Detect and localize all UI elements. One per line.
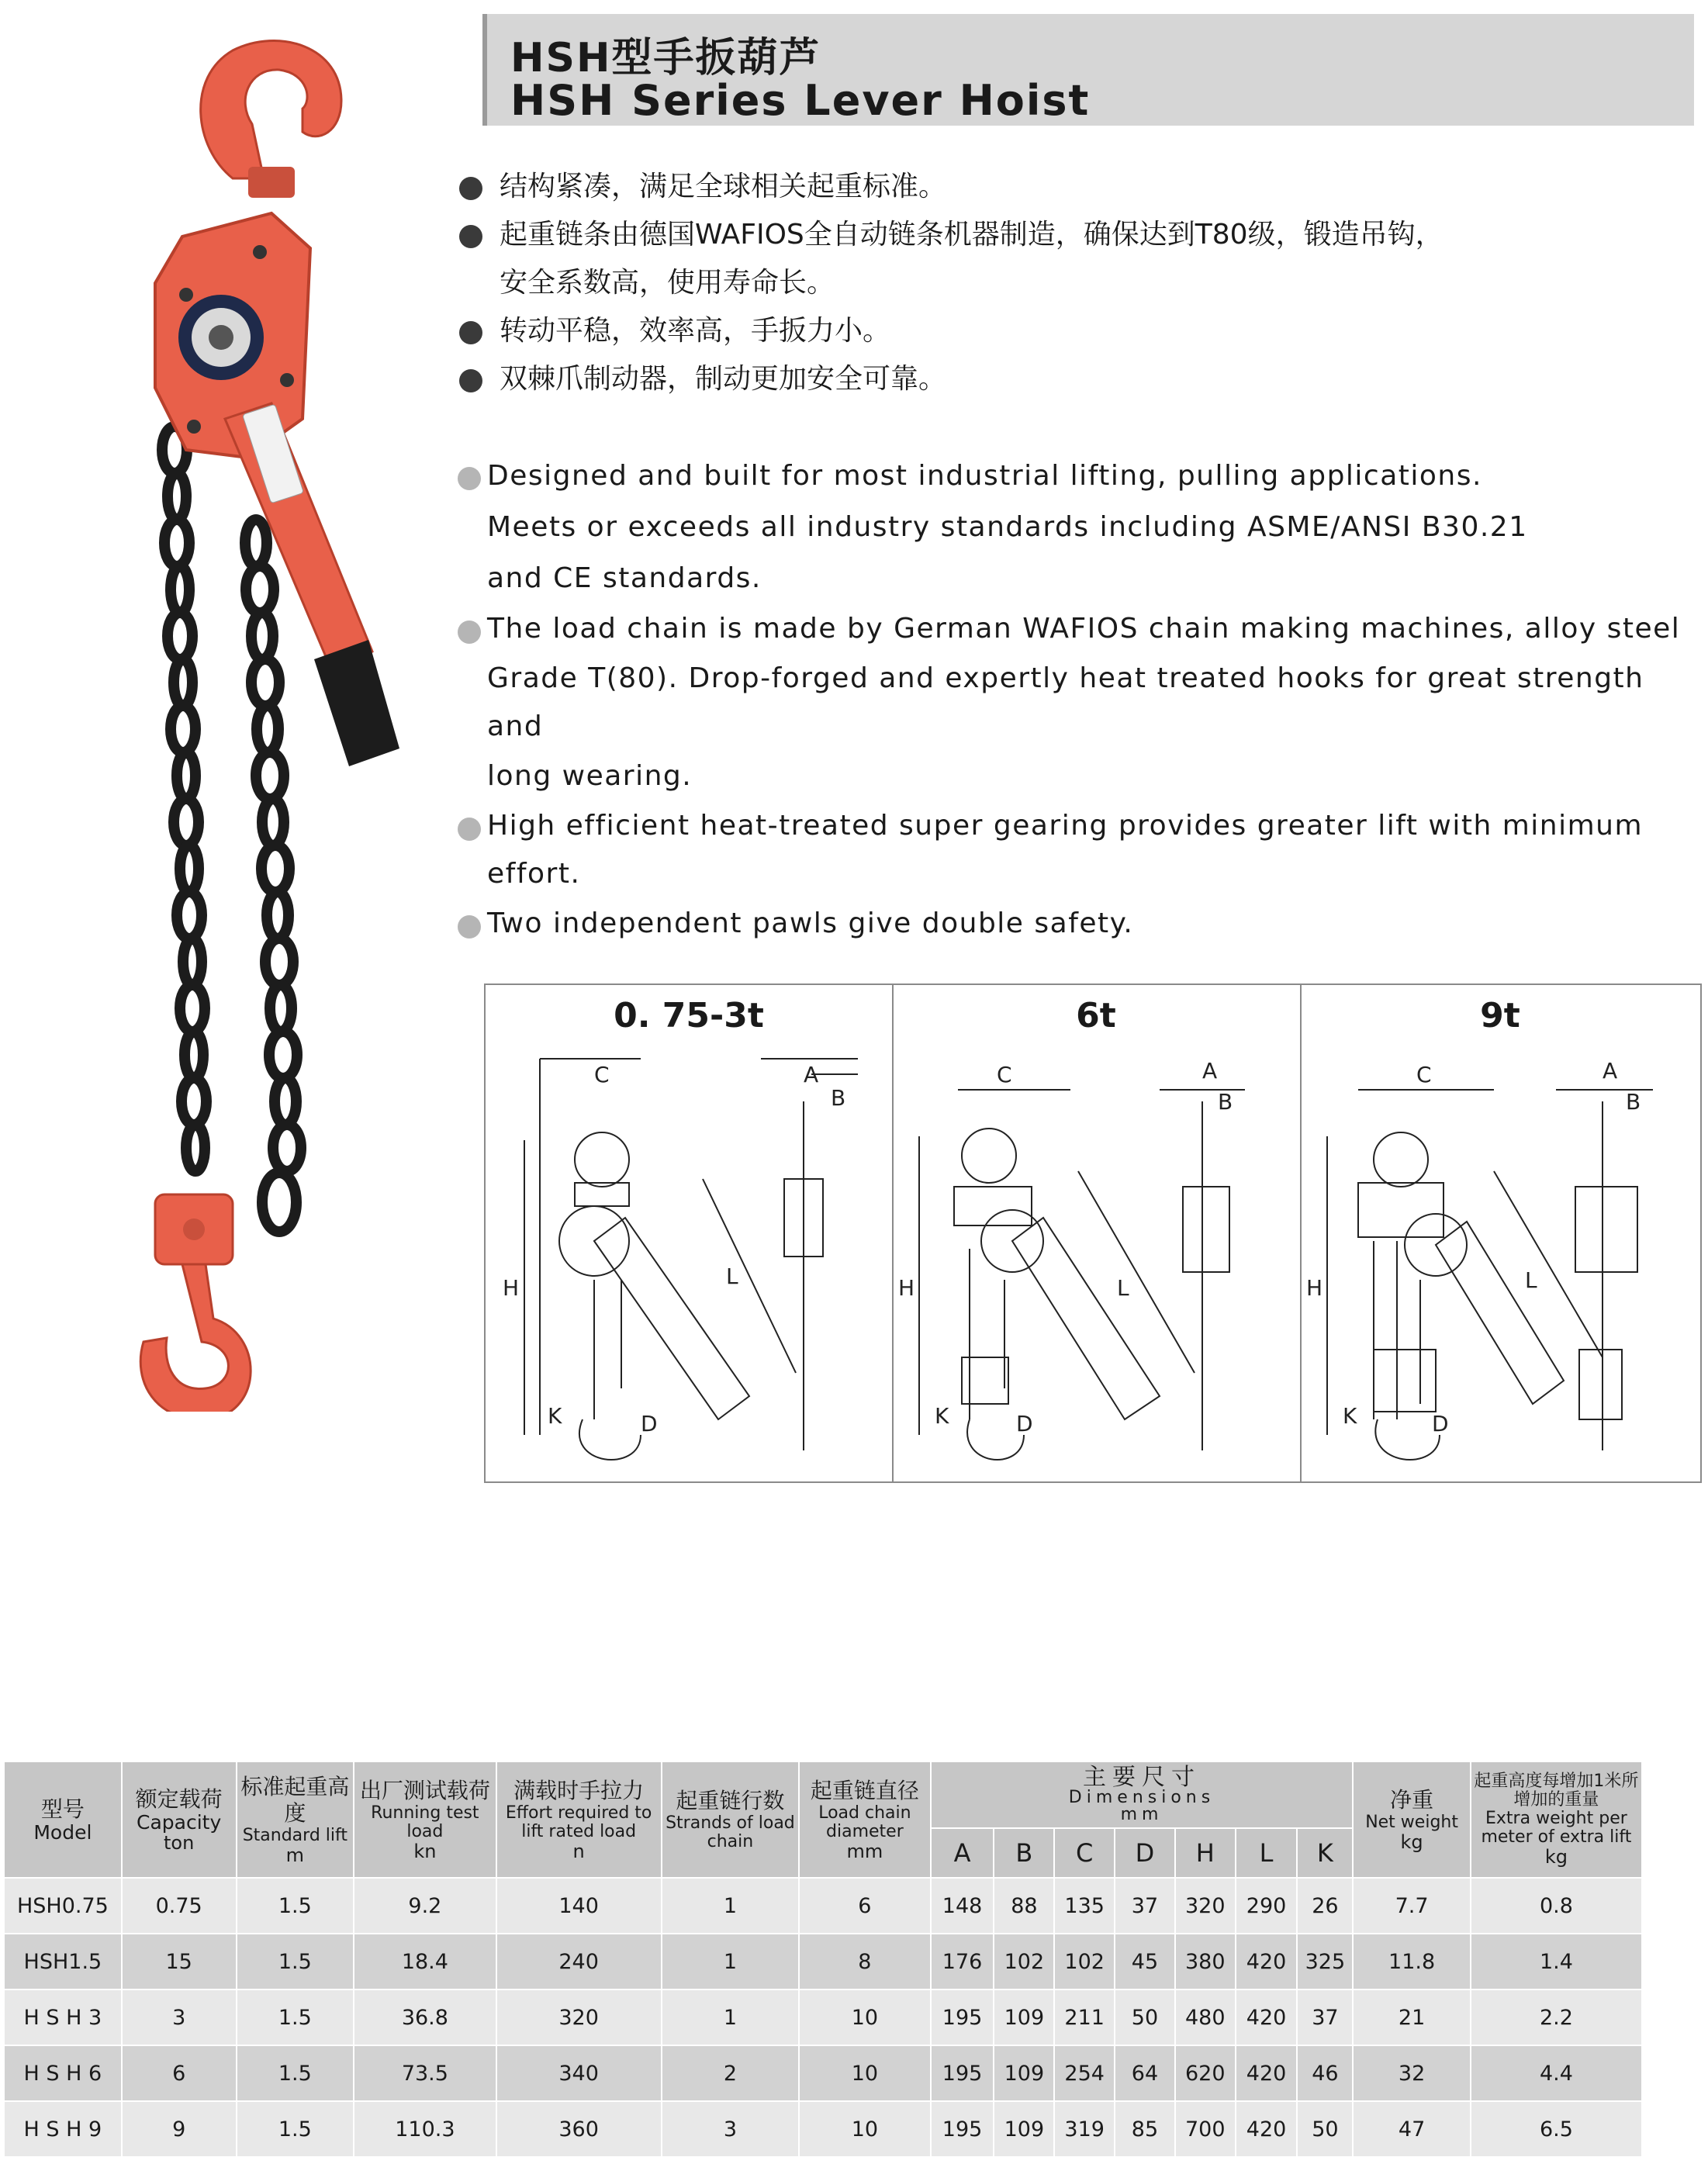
diagram-panel <box>1300 985 1700 1481</box>
cell: 0.8 <box>1471 1878 1642 1934</box>
table-row <box>4 1934 1642 1989</box>
cell: 420 <box>1236 1934 1298 1989</box>
cell: 420 <box>1236 2045 1298 2101</box>
feature-cn-item: 结构紧凑，满足全球相关起重标准。 <box>456 163 1666 211</box>
cell: 4.4 <box>1471 2045 1642 2101</box>
header-dim-col: A <box>931 1828 994 1878</box>
header-net-weight: 净重 Net weight kg <box>1353 1761 1470 1878</box>
diagram-panel <box>892 985 1302 1481</box>
cell: 21 <box>1353 1989 1470 2045</box>
feature-en-item: The load chain is made by German WAFIOS chain making machines, alloy steel <box>456 605 1697 653</box>
diagram-title: 9t <box>1480 996 1520 1035</box>
cell: 1.4 <box>1471 1934 1642 1989</box>
cell: 10 <box>799 2045 931 2101</box>
hoist-line-drawing <box>892 985 1300 1481</box>
feature-en-item: Designed and built for most industrial lifting, pulling applications. <box>456 451 1697 501</box>
dim-label: B <box>1218 1089 1233 1115</box>
diagram-title: 6t <box>1076 996 1116 1035</box>
cell: 1.5 <box>237 1989 354 2045</box>
cell: 195 <box>931 2045 994 2101</box>
title-en: HSH Series Lever Hoist <box>510 76 1091 125</box>
cell: 240 <box>496 1934 662 1989</box>
dim-label: K <box>548 1403 562 1429</box>
cell: 15 <box>122 1934 237 1989</box>
cell: 320 <box>1175 1878 1236 1934</box>
cell-model: HSH1.5 <box>4 1934 122 1989</box>
cell: 1.5 <box>237 1934 354 1989</box>
cell: 148 <box>931 1878 994 1934</box>
header-strands: 起重链行数 Strands of load chain <box>662 1761 799 1878</box>
cell-model: H S H 6 <box>4 2045 122 2101</box>
cell: 10 <box>799 1989 931 2045</box>
cell: 211 <box>1054 1989 1115 2045</box>
cell: 8 <box>799 1934 931 1989</box>
cell: 320 <box>496 1989 662 2045</box>
feature-cn-item: 转动平稳，效率高，手扳力小。 <box>456 307 1666 355</box>
table-row <box>4 2101 1642 2157</box>
dim-label: D <box>641 1411 658 1436</box>
cell: 88 <box>994 1878 1054 1934</box>
bullet-icon <box>458 915 481 939</box>
header-lift: 标准起重高度 Standard lift m <box>237 1761 354 1878</box>
cell: 110.3 <box>354 2101 496 2157</box>
cell: 85 <box>1115 2101 1175 2157</box>
header-model: 型号 Model <box>4 1761 122 1878</box>
header-effort: 满载时手拉力 Effort required to lift rated load n <box>496 1761 662 1878</box>
feature-en-item-cont: Grade T(80). Drop-forged and expertly heat treated hooks for great strength and <box>487 662 1644 742</box>
feature-en-item-cont: and CE standards. <box>487 562 762 594</box>
cell: 36.8 <box>354 1989 496 2045</box>
cell: 6 <box>799 1878 931 1934</box>
cell: 420 <box>1236 1989 1298 2045</box>
cell: 1.5 <box>237 2045 354 2101</box>
header-extra-weight: 起重高度每增加1米所增加的重量 Extra weight per meter of extra lift kg <box>1471 1761 1642 1878</box>
cell: 1 <box>662 1878 799 1934</box>
dim-label: D <box>1016 1411 1033 1436</box>
cell: 360 <box>496 2101 662 2157</box>
dim-label: B <box>831 1085 846 1111</box>
cell: 0.75 <box>122 1878 237 1934</box>
dim-label: H <box>1306 1275 1323 1301</box>
cell: 3 <box>122 1989 237 2045</box>
dim-label: A <box>1202 1058 1218 1084</box>
cell: 325 <box>1297 1934 1353 1989</box>
cell: 1.5 <box>237 1878 354 1934</box>
dim-label: B <box>1626 1089 1641 1115</box>
cell: 1.5 <box>237 2101 354 2157</box>
cell: 480 <box>1175 1989 1236 2045</box>
cell: 7.7 <box>1353 1878 1470 1934</box>
title-cn: HSH型手扳葫芦 <box>510 35 821 81</box>
cell-model: H S H 9 <box>4 2101 122 2157</box>
feature-en-item: Two independent pawls give double safety. <box>456 900 1697 948</box>
cell-model: H S H 3 <box>4 1989 122 2045</box>
dim-label: L <box>726 1263 738 1289</box>
table-row <box>4 1989 1642 2045</box>
dim-label: C <box>997 1062 1012 1087</box>
dim-label: H <box>503 1275 520 1301</box>
bullet-icon <box>458 621 481 644</box>
cell: 50 <box>1297 2101 1353 2157</box>
features-cn-list <box>456 163 1666 403</box>
cell: 3 <box>662 2101 799 2157</box>
cell: 102 <box>1054 1934 1115 1989</box>
cell: 380 <box>1175 1934 1236 1989</box>
cell: 195 <box>931 2101 994 2157</box>
feature-en-item-cont: long wearing. <box>487 760 693 792</box>
cell: 11.8 <box>1353 1934 1470 1989</box>
header-dim-col: L <box>1236 1828 1298 1878</box>
dim-label: A <box>1603 1058 1618 1084</box>
diagram-panel <box>486 985 894 1481</box>
header-dim-col: C <box>1054 1828 1115 1878</box>
cell: 37 <box>1115 1878 1175 1934</box>
dim-label: H <box>898 1275 915 1301</box>
cell: 290 <box>1236 1878 1298 1934</box>
header-test-load: 出厂测试载荷 Running test load kn <box>354 1761 496 1878</box>
dim-label: C <box>594 1062 610 1087</box>
hoist-line-drawing <box>1300 985 1700 1481</box>
bullet-icon <box>459 225 482 248</box>
dim-label: A <box>804 1062 819 1087</box>
bullet-icon <box>458 818 481 841</box>
cell: 109 <box>994 1989 1054 2045</box>
cell: 47 <box>1353 2101 1470 2157</box>
cell: 254 <box>1054 2045 1115 2101</box>
cell: 420 <box>1236 2101 1298 2157</box>
features-en-list <box>456 451 1697 949</box>
header-dim-col: K <box>1297 1828 1353 1878</box>
cell: 1 <box>662 1934 799 1989</box>
header-chain-diameter: 起重链直径 Load chain diameter mm <box>799 1761 931 1878</box>
cell: 1 <box>662 1989 799 2045</box>
cell: 135 <box>1054 1878 1115 1934</box>
cell: 6.5 <box>1471 2101 1642 2157</box>
cell: 9.2 <box>354 1878 496 1934</box>
dim-label: K <box>1343 1403 1357 1429</box>
dim-label: L <box>1117 1275 1129 1301</box>
cell: 64 <box>1115 2045 1175 2101</box>
cell-model: HSH0.75 <box>4 1878 122 1934</box>
feature-cn-item: 双棘爪制动器，制动更加安全可靠。 <box>456 355 1666 403</box>
cell: 18.4 <box>354 1934 496 1989</box>
cell: 319 <box>1054 2101 1115 2157</box>
title-banner <box>482 14 1694 126</box>
feature-en-item-cont: Meets or exceeds all industry standards including ASME/ANSI B30.21 <box>487 511 1528 543</box>
hoist-line-drawing <box>486 985 892 1481</box>
dim-label: L <box>1525 1267 1537 1293</box>
cell: 45 <box>1115 1934 1175 1989</box>
cell: 2.2 <box>1471 1989 1642 2045</box>
header-dimensions: 主要尺寸 Dimensions mm <box>931 1761 1354 1828</box>
header-dim-col: B <box>994 1828 1054 1878</box>
bullet-icon <box>459 177 482 200</box>
cell: 620 <box>1175 2045 1236 2101</box>
cell: 109 <box>994 2045 1054 2101</box>
header-capacity: 额定载荷 Capacity ton <box>122 1761 237 1878</box>
right-chain <box>245 520 301 1232</box>
table-row <box>4 1878 1642 1934</box>
cell: 109 <box>994 2101 1054 2157</box>
cell: 140 <box>496 1878 662 1934</box>
dim-label: D <box>1432 1411 1449 1436</box>
header-dim-col: H <box>1175 1828 1236 1878</box>
cell: 32 <box>1353 2045 1470 2101</box>
dimension-diagrams <box>484 983 1702 1483</box>
cell: 37 <box>1297 1989 1353 2045</box>
cell: 73.5 <box>354 2045 496 2101</box>
cell: 176 <box>931 1934 994 1989</box>
cell: 10 <box>799 2101 931 2157</box>
diagram-title: 0. 75-3t <box>614 996 764 1035</box>
lever-hoist-image <box>109 16 434 1412</box>
left-chain <box>162 427 206 1171</box>
bullet-icon <box>458 467 481 490</box>
spec-table <box>3 1761 1643 2158</box>
feature-cn-item-cont: 安全系数高，使用寿命长。 <box>500 267 835 299</box>
cell: 700 <box>1175 2101 1236 2157</box>
feature-en-item: High efficient heat-treated super gearing provides greater lift with minimum effort. <box>456 802 1697 898</box>
dim-label: C <box>1416 1062 1432 1087</box>
header-dim-col: D <box>1115 1828 1175 1878</box>
cell: 340 <box>496 2045 662 2101</box>
cell: 6 <box>122 2045 237 2101</box>
cell: 102 <box>994 1934 1054 1989</box>
cell: 46 <box>1297 2045 1353 2101</box>
cell: 195 <box>931 1989 994 2045</box>
feature-cn-item: 起重链条由德国WAFIOS全自动链条机器制造，确保达到T80级，锻造吊钩， <box>456 211 1666 259</box>
cell: 9 <box>122 2101 237 2157</box>
table-row <box>4 2045 1642 2101</box>
dim-label: K <box>935 1403 949 1429</box>
cell: 2 <box>662 2045 799 2101</box>
bullet-icon <box>459 369 482 392</box>
cell: 50 <box>1115 1989 1175 2045</box>
bullet-icon <box>459 321 482 344</box>
cell: 26 <box>1297 1878 1353 1934</box>
